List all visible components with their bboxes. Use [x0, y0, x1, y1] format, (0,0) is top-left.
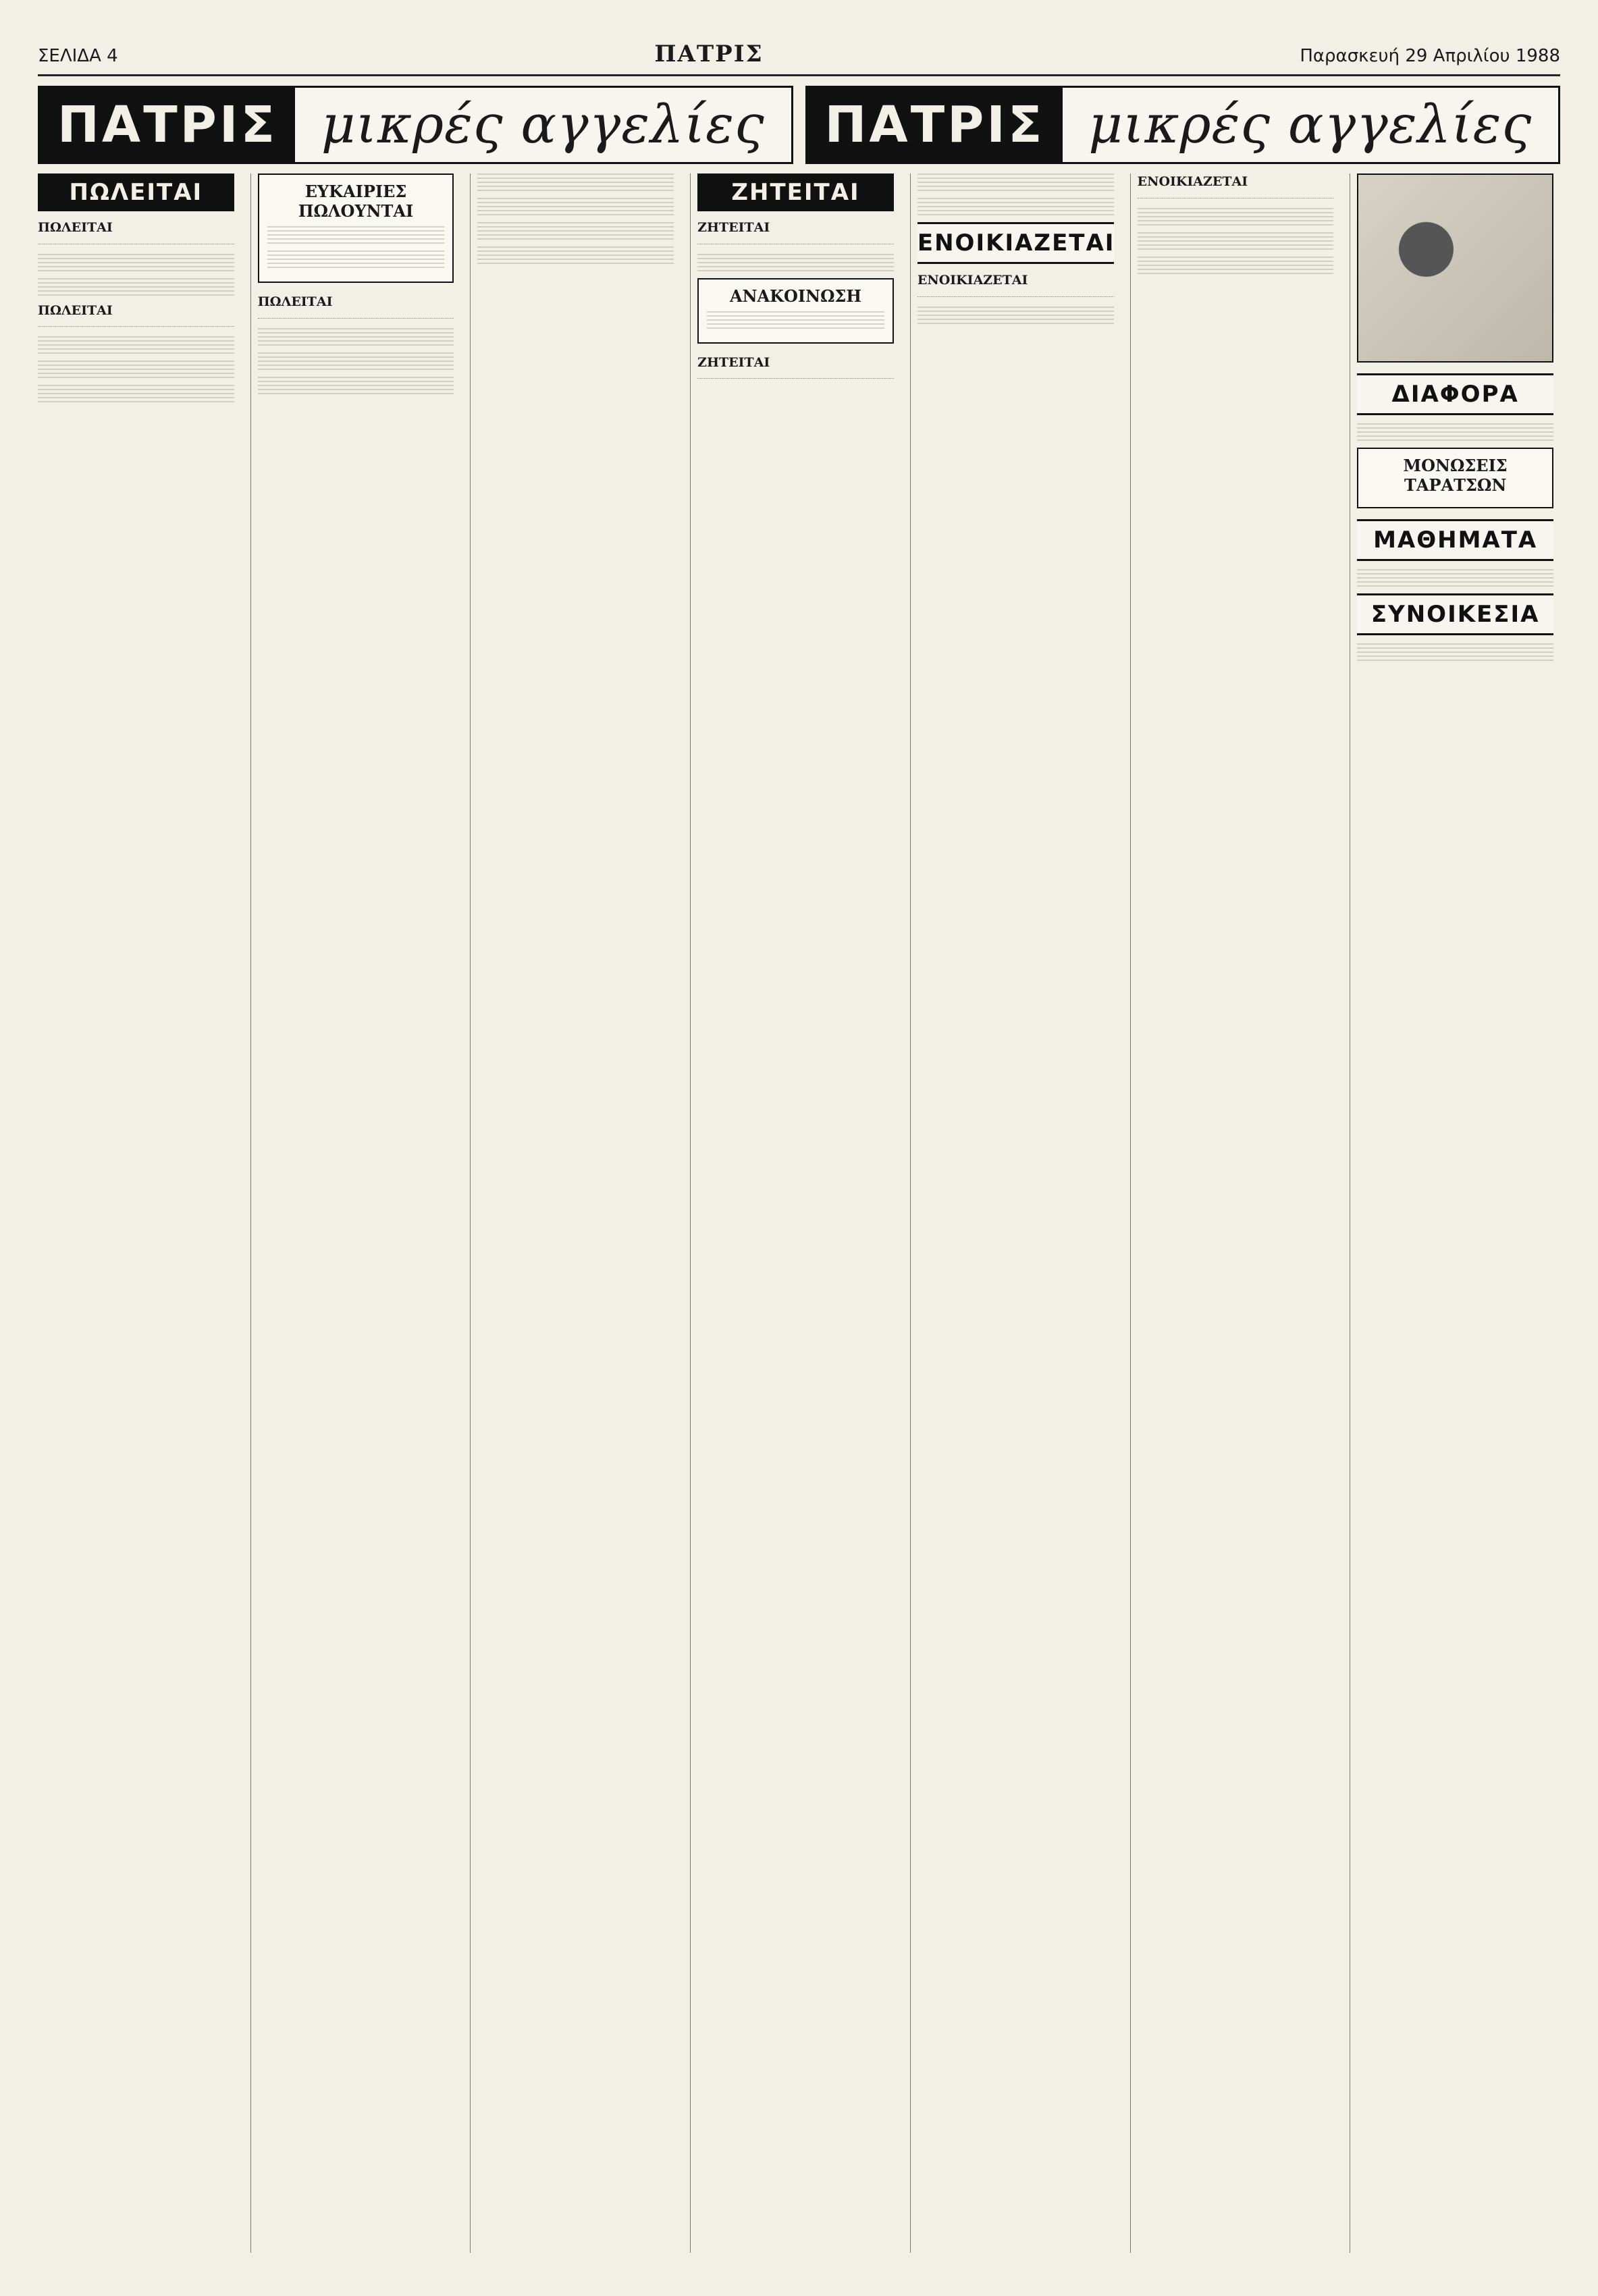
page-label: ΣΕΛΙΔΑ 4: [38, 46, 118, 66]
text-block: [1357, 423, 1553, 441]
masthead-left: [38, 86, 793, 164]
column-1: [38, 173, 241, 2253]
roof-insulation-box: [1357, 448, 1553, 508]
column-7: [1350, 173, 1560, 2253]
masthead-row: [38, 86, 1560, 164]
classified-ad: ΕΝΟΙΚΙΑΖΕΤΑΙ: [1138, 173, 1334, 198]
classified-ad: ΠΩΛΕΙΤΑΙ: [38, 302, 234, 327]
classified-ad: ΕΝΟΙΚΙΑΖΕΤΑΙ: [917, 272, 1114, 297]
text-block: [1138, 232, 1334, 250]
page-header: [38, 41, 1560, 76]
masthead-brand: ΠΑΤΡΙΣ: [807, 88, 1063, 162]
column-2: [250, 173, 461, 2253]
text-block: [477, 246, 674, 264]
text-block: [38, 336, 234, 354]
text-block: [477, 222, 674, 240]
box-title: ΜΟΝΩΣΕΙΣ ΤΑΡΑΤΣΩΝ: [1403, 456, 1508, 495]
section-heading: ΖΗΤΕΙΤΑΙ: [697, 173, 894, 211]
classified-ad: ΠΩΛΕΙΤΑΙ: [258, 294, 454, 319]
masthead-brand: ΠΑΤΡΙΣ: [40, 88, 295, 162]
box-title: ΑΝΑΚΟΙΝΩΣΗ: [729, 286, 862, 306]
text-block: [258, 328, 454, 346]
text-block: [917, 306, 1114, 324]
masthead-title: μικρές αγγελίες: [1088, 95, 1533, 155]
section-heading: ΔΙΑΦΟΡΑ: [1357, 373, 1553, 415]
classified-ad: ΠΩΛΕΙΤΑΙ: [38, 219, 234, 244]
issue-date: Παρασκευή 29 Απριλίου 1988: [1300, 46, 1560, 66]
announcement-box: [697, 278, 894, 344]
section-heading: ΠΩΛΕΙΤΑΙ: [38, 173, 234, 211]
column-5: [910, 173, 1121, 2253]
column-6: [1130, 173, 1341, 2253]
classified-ad: ΖΗΤΕΙΤΑΙ: [697, 354, 894, 379]
section-heading: ΕΝΟΙΚΙΑΖΕΤΑΙ: [917, 222, 1114, 264]
section-heading: ΣΥΝΟΙΚΕΣΙΑ: [1357, 593, 1553, 635]
masthead-title: μικρές αγγελίες: [321, 95, 765, 155]
text-block: [267, 226, 445, 244]
text-block: [267, 250, 445, 268]
text-block: [477, 173, 674, 191]
text-block: [38, 361, 234, 378]
text-block: [1138, 257, 1334, 274]
text-block: [258, 377, 454, 394]
text-block: [707, 311, 884, 329]
text-block: [38, 278, 234, 296]
text-block: [1357, 643, 1553, 661]
masthead-right: [805, 86, 1561, 164]
text-block: [38, 385, 234, 402]
classified-ad: ΖΗΤΕΙΤΑΙ: [697, 219, 894, 244]
text-block: [477, 198, 674, 215]
text-block: [1138, 208, 1334, 225]
section-heading: ΜΑΘΗΜΑΤΑ: [1357, 519, 1553, 561]
text-block: [697, 254, 894, 271]
box-title: ΕΥΚΑΙΡΙΕΣ ΠΩΛΟΥΝΤΑΙ: [298, 182, 414, 221]
text-block: [917, 198, 1114, 215]
cartoon-illustration: [1357, 173, 1553, 363]
column-4: [690, 173, 901, 2253]
text-block: [38, 254, 234, 271]
paper-name: ΠΑΤΡΙΣ: [654, 41, 764, 68]
text-block: [1357, 569, 1553, 587]
text-block: [917, 173, 1114, 191]
column-3: [470, 173, 681, 2253]
text-block: [258, 352, 454, 370]
classifieds-body: [38, 173, 1560, 2253]
bargains-box: [258, 173, 454, 283]
